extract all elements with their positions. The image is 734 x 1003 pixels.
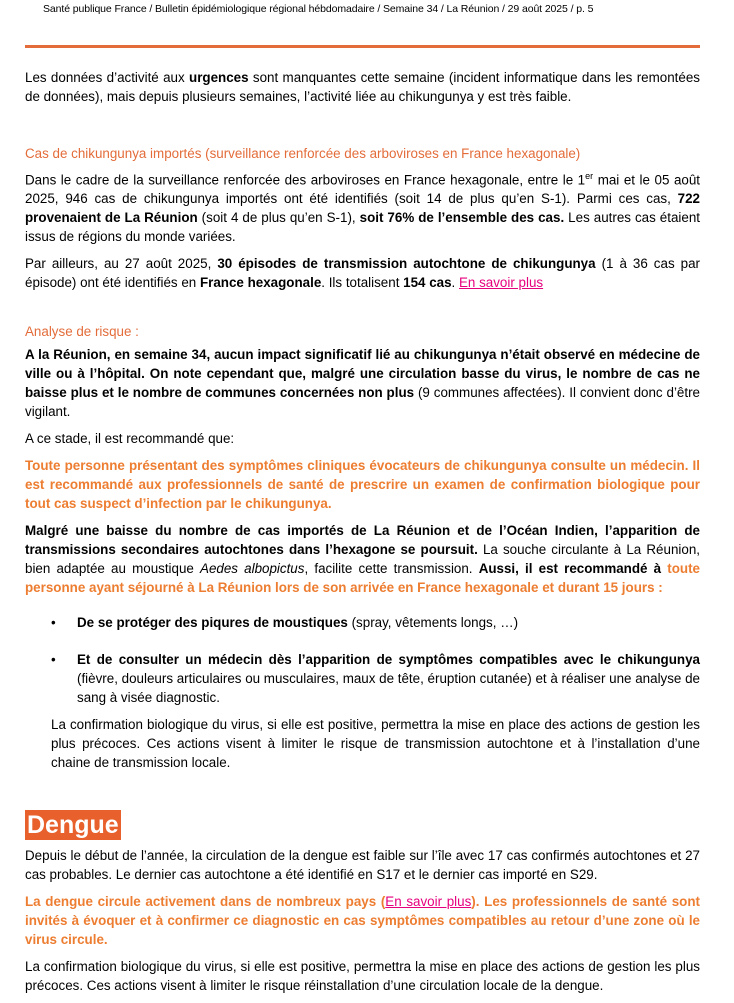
text: . <box>451 275 459 291</box>
text: (9 communes affectées). Il convient donc d’être vigilant. <box>25 385 700 420</box>
text: Dans le cadre de la surveillance renforcée des arboviroses en France hexagonale, entre le 1 <box>25 172 586 188</box>
risk-paragraph-4 <box>25 521 700 597</box>
bullet-icon: • <box>51 652 56 668</box>
risk-paragraph-5: La confirmation biologique du virus, si elle est positive, permettra la mise en place des actions de gestion les plus précoces. Ces actions visent à limiter le risque de transmission autochtone et à l’installation d’une chaine de transmission locale. <box>51 717 700 771</box>
text: Par ailleurs, au 27 août 2025, <box>25 256 218 272</box>
text: Les autres cas étaient issus de régions du monde variées. <box>25 210 701 245</box>
risk-paragraph-1 <box>25 345 700 421</box>
orange-text: La dengue circule activement dans de nombreux pays ( <box>25 894 386 910</box>
orange-text: ). Les professionnels de santé sont invités à évoquer et à confirmer ce diagnostic en cas symptômes compatibles au retour d’une zone où le virus circule. <box>25 894 700 948</box>
imported-cases-heading: Cas de chikungunya importés (surveillance renforcée des arboviroses en France hexagonale) <box>25 146 581 161</box>
bold-text: urgences <box>189 70 249 85</box>
dengue-paragraph-3: La confirmation biologique du virus, si elle est positive, permettra la mise en place des actions de gestion les plus précoces. Ces actions visent à limiter le risque réinstallation d’une circulation locale de la dengue. <box>25 959 700 994</box>
text: (spray, vêtements longs, …) <box>347 615 519 631</box>
bold-text: France hexagonale <box>199 275 322 291</box>
learn-more-link[interactable]: En savoir plus <box>459 275 544 291</box>
bold-text: soit 76% de l’ensemble des cas. <box>359 210 565 226</box>
text: La souche circulante à La Réunion, bien adaptée au moustique <box>25 542 700 577</box>
text: . Ils totalisent <box>321 275 404 291</box>
risk-recommendation: Toute personne présentant des symptômes cliniques évocateurs de chikungunya consulte un médecin. Il est recommandé aux professionnels de santé de prescrire un examen de confirmation biologique pour tout cas suspect d’infection par le chikungunya. <box>25 458 700 512</box>
text: (soit 4 de plus qu’en S-1), <box>197 210 360 226</box>
risk-paragraph-2: A ce stade, il est recommandé que: <box>25 431 235 447</box>
dengue-paragraph-2 <box>25 892 700 949</box>
running-header: Santé publique France / Bulletin épidémiologique régional hébdomadaire / Semaine 34 / La Réunion / 29 août 2025 / p. 5 <box>43 3 594 15</box>
text: (fièvre, douleurs articulaires ou musculaires, maux de tête, éruption cutanée) et à réaliser une analyse de sang à visée diagnostic. <box>77 671 700 706</box>
text: sont manquantes cette semaine (incident informatique dans les remontées de données), mais depuis plusieurs semaines, l’activité liée au chikungunya y est très faible. <box>25 70 700 104</box>
species-name: Aedes albopictus <box>200 561 305 577</box>
imported-cases-paragraph <box>25 167 700 246</box>
urgences-paragraph <box>25 68 700 106</box>
text: Les données d’activité aux <box>25 70 190 85</box>
bullet-icon: • <box>51 615 56 631</box>
learn-more-link[interactable]: En savoir plus <box>385 894 472 910</box>
bold-text: A la Réunion, en semaine 34, aucun impact significatif lié au chikungunya n’était observé en médecine de ville ou à l’hôpital. On note cependant que, malgré une circulation basse du virus, le nombre de cas ne baisse plus et le nombre de communes concernées non plus <box>25 347 700 401</box>
superscript: er <box>585 171 594 181</box>
dengue-section-title: Dengue <box>27 811 119 840</box>
header-divider <box>25 45 700 48</box>
bold-text: 30 épisodes de transmission autochtone de chikungunya <box>217 256 596 272</box>
text: mai et le 05 août 2025, 946 cas de chikungunya importés ont été identifiés (soit 14 de plus qu’en S-1). Parmi ces cas, <box>25 172 701 207</box>
list-item <box>51 613 700 632</box>
bold-text: 154 cas <box>403 275 452 291</box>
bold-text: Malgré une baisse du nombre de cas importés de La Réunion et de l’Océan Indien, l’apparition de transmissions secondaires autochtones dans l’hexagone se poursuit. <box>25 523 700 558</box>
orange-text: toute personne ayant séjourné à La Réunion lors de son arrivée en France hexagonale et durant 15 jours : <box>25 561 700 596</box>
dengue-paragraph-1: Depuis le début de l’année, la circulation de la dengue est faible sur l’île avec 17 cas confirmés autochtones et 27 cas probables. Le dernier cas autochtone a été identifié en S17 et le dernier cas importé en S29. <box>25 848 700 883</box>
autochthonous-episodes-paragraph <box>25 254 700 292</box>
page-content <box>25 68 700 1003</box>
bold-text: Aussi, il est recommandé à <box>478 561 668 577</box>
text: (1 à 36 cas par épisode) ont été identifiés en <box>25 256 700 291</box>
recommendation-list <box>25 613 700 707</box>
text: , facilite cette transmission. <box>304 561 479 577</box>
bold-text: Et de consulter un médecin dès l’apparition de symptômes compatibles avec le chikungunya <box>77 652 700 668</box>
bold-text: De se protéger des piqures de moustiques <box>77 615 348 631</box>
risk-analysis-heading: Analyse de risque : <box>25 324 139 340</box>
bold-text: 722 provenaient de La Réunion <box>25 191 700 226</box>
list-item <box>51 650 700 707</box>
